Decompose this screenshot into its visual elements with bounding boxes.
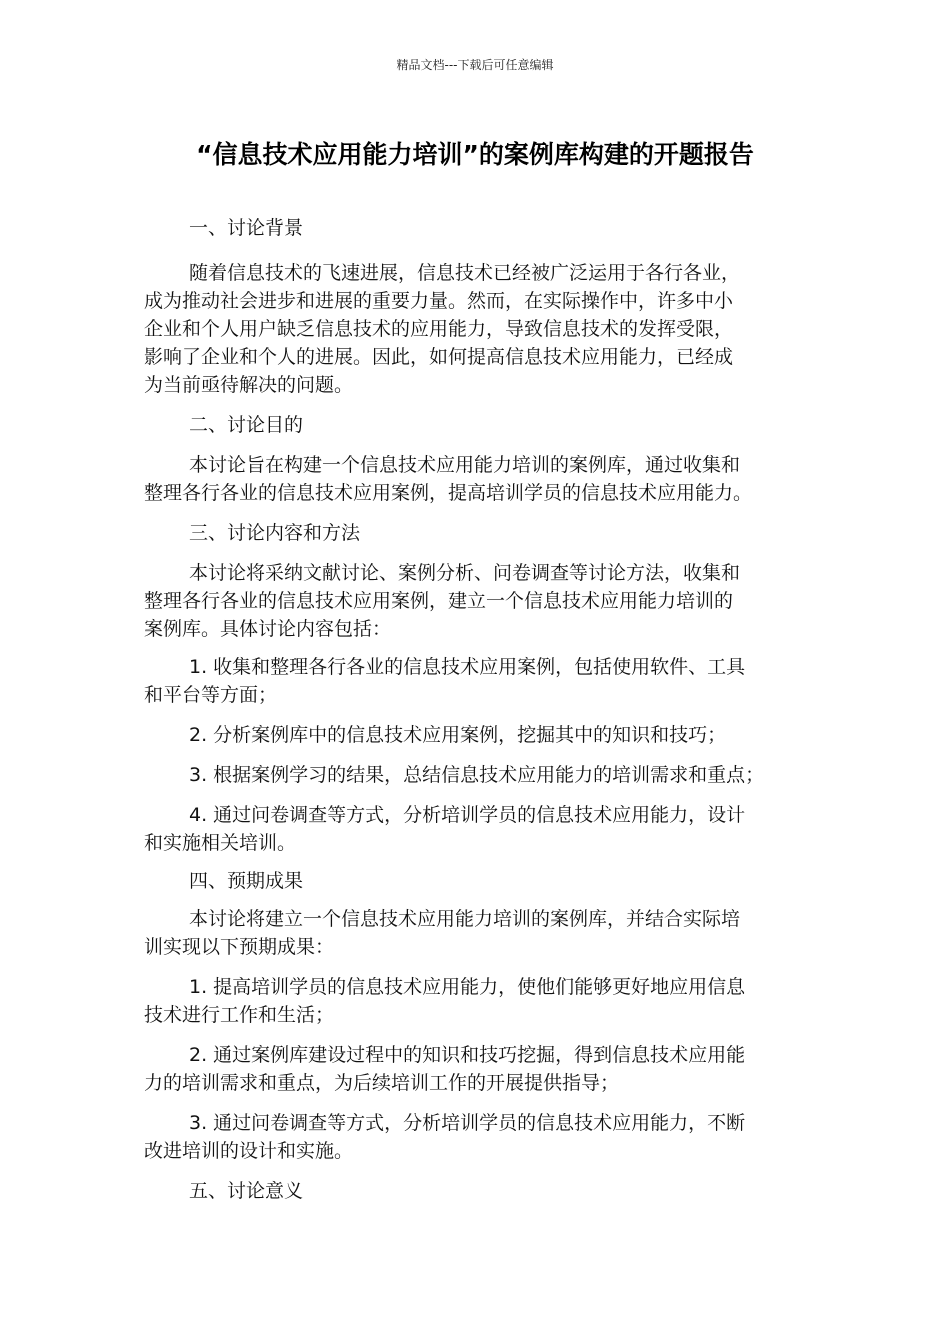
paragraph-line: 案例库。具体讨论内容包括： bbox=[144, 618, 392, 640]
document-body bbox=[144, 214, 806, 1205]
paragraph-line: 为当前亟待解决的问题。 bbox=[144, 374, 354, 396]
section-heading bbox=[144, 519, 806, 547]
paragraph bbox=[144, 905, 806, 961]
list-item-line: 2. 通过案例库建设过程中的知识和技巧挖掘，得到信息技术应用能 bbox=[189, 1044, 746, 1066]
paragraph-line: 训实现以下预期成果： bbox=[144, 936, 335, 958]
paragraph-line: 影响了企业和个人的进展。因此，如何提高信息技术应用能力，已经成 bbox=[144, 346, 734, 368]
list-item bbox=[144, 1109, 806, 1165]
list-item-line: 改进培训的设计和实施。 bbox=[144, 1140, 354, 1162]
paragraph-line: 本讨论将建立一个信息技术应用能力培训的案例库，并结合实际培 bbox=[189, 908, 741, 930]
heading-text: 二、讨论目的 bbox=[189, 414, 304, 436]
heading-text: 五、讨论意义 bbox=[189, 1180, 304, 1202]
paragraph-line: 成为推动社会进步和进展的重要力量。然而，在实际操作中，许多中小 bbox=[144, 290, 734, 312]
paragraph-line: 整理各行各业的信息技术应用案例，提高培训学员的信息技术应用能力。 bbox=[144, 482, 753, 504]
paragraph bbox=[144, 559, 806, 643]
list-item bbox=[144, 973, 806, 1029]
section-heading bbox=[144, 411, 806, 439]
paragraph bbox=[144, 451, 806, 507]
list-item-line: 和实施相关培训。 bbox=[144, 832, 297, 854]
list-item-line: 和平台等方面； bbox=[144, 684, 278, 706]
list-item bbox=[144, 721, 806, 749]
paragraph-line: 企业和个人用户缺乏信息技术的应用能力，导致信息技术的发挥受限， bbox=[144, 318, 734, 340]
list-item bbox=[144, 653, 806, 709]
list-item-line: 1. 提高培训学员的信息技术应用能力，使他们能够更好地应用信息 bbox=[189, 976, 746, 998]
paragraph-line: 整理各行各业的信息技术应用案例，建立一个信息技术应用能力培训的 bbox=[144, 590, 734, 612]
list-item bbox=[144, 801, 806, 857]
heading-text: 四、预期成果 bbox=[189, 870, 304, 892]
heading-text: 三、讨论内容和方法 bbox=[189, 522, 361, 544]
list-item-line: 技术进行工作和生活； bbox=[144, 1004, 335, 1026]
header-watermark: 精品文档---下载后可任意编辑 bbox=[396, 58, 554, 72]
paragraph-line: 本讨论旨在构建一个信息技术应用能力培训的案例库，通过收集和 bbox=[189, 454, 741, 476]
heading-text: 一、讨论背景 bbox=[189, 217, 304, 239]
list-item-line: 4. 通过问卷调查等方式，分析培训学员的信息技术应用能力，设计 bbox=[189, 804, 746, 826]
section-heading bbox=[144, 1177, 806, 1205]
list-item-line: 3. 根据案例学习的结果，总结信息技术应用能力的培训需求和重点； bbox=[189, 764, 765, 786]
document-title: “信息技术应用能力培训”的案例库构建的开题报告 bbox=[196, 140, 754, 169]
paragraph bbox=[144, 259, 806, 399]
list-item-line: 3. 通过问卷调查等方式，分析培训学员的信息技术应用能力，不断 bbox=[189, 1112, 746, 1134]
paragraph-line: 随着信息技术的飞速进展，信息技术已经被广泛运用于各行各业， bbox=[189, 262, 741, 284]
list-item-line: 1. 收集和整理各行各业的信息技术应用案例，包括使用软件、工具 bbox=[189, 656, 746, 678]
section-heading bbox=[144, 867, 806, 895]
list-item-line: 2. 分析案例库中的信息技术应用案例，挖掘其中的知识和技巧； bbox=[189, 724, 727, 746]
list-item-line: 力的培训需求和重点，为后续培训工作的开展提供指导； bbox=[144, 1072, 620, 1094]
paragraph-line: 本讨论将采纳文献讨论、案例分析、问卷调查等讨论方法，收集和 bbox=[189, 562, 741, 584]
list-item bbox=[144, 761, 806, 789]
section-heading bbox=[144, 214, 806, 242]
list-item bbox=[144, 1041, 806, 1097]
